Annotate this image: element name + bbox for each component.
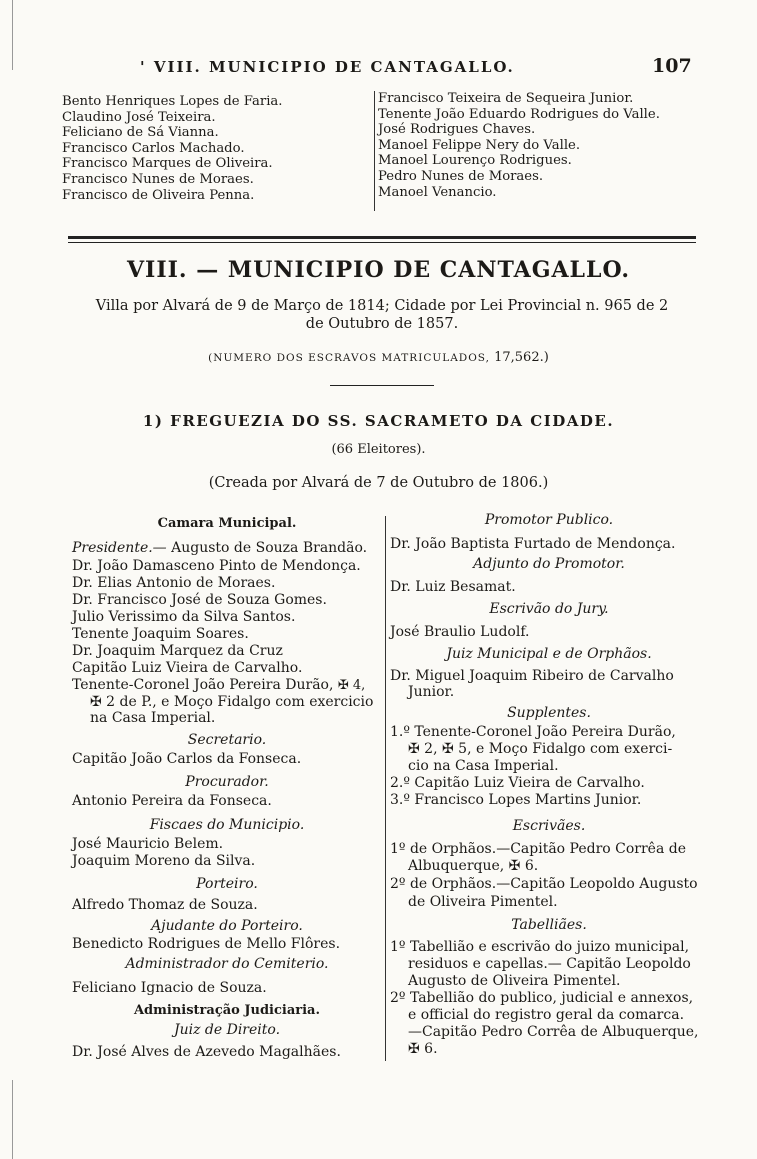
margin-line-top bbox=[12, 0, 13, 70]
continued-list-right bbox=[378, 91, 660, 200]
cemiterio-heading: Administrador do Cemiterio. bbox=[125, 956, 329, 972]
column-divider-top bbox=[374, 91, 375, 211]
list-item: Capitão Luiz Vieira de Carvalho. bbox=[72, 660, 303, 676]
list-item: Dr. Francisco José de Souza Gomes. bbox=[72, 592, 327, 608]
eleitores-count: (66 Eleitores). bbox=[331, 442, 426, 457]
durao-decoration: ✠ 4, bbox=[337, 678, 366, 693]
escravos-count bbox=[0, 350, 757, 365]
running-head: ' VIII. MUNICIPIO DE CANTAGALLO. bbox=[140, 58, 515, 76]
promotor-heading: Promotor Publico. bbox=[484, 512, 614, 528]
margin-line-bottom bbox=[12, 1080, 13, 1159]
secretario-name: Capitão João Carlos da Fonseca. bbox=[72, 751, 302, 767]
camara-heading: Camara Municipal. bbox=[157, 516, 297, 531]
list-item: Augusto de Oliveira Pimentel. bbox=[408, 973, 621, 989]
section-title: VIII. — MUNICIPIO DE CANTAGALLO. bbox=[126, 257, 631, 283]
ajudante-heading: Ajudante do Porteiro. bbox=[151, 918, 303, 934]
list-item: ✠ 2 de P., e Moço Fidalgo com exercicio bbox=[90, 694, 374, 710]
secretario-heading: Secretario. bbox=[187, 732, 267, 748]
durao-name: Tenente-Coronel João Pereira Durão, bbox=[72, 677, 334, 693]
list-item: José Mauricio Belem. bbox=[72, 836, 224, 852]
cemiterio-name: Feliciano Ignacio de Souza. bbox=[72, 980, 267, 996]
list-item: cio na Casa Imperial. bbox=[408, 758, 559, 774]
list-item: Manoel Felippe Nery do Valle. bbox=[378, 137, 581, 153]
list-item: Julio Verissimo da Silva Santos. bbox=[72, 609, 296, 625]
list-item: Bento Henriques Lopes de Faria. bbox=[62, 94, 283, 109]
ajudante-name: Benedicto Rodrigues de Mello Flôres. bbox=[72, 936, 341, 952]
presidente-name: Augusto de Souza Brandão. bbox=[171, 540, 368, 556]
list-item: Francisco Marques de Oliveira. bbox=[62, 156, 273, 172]
short-divider bbox=[330, 385, 434, 386]
adjunto-name: Dr. Luiz Besamat. bbox=[390, 579, 516, 595]
list-item: Junior. bbox=[408, 684, 455, 700]
page-number: 107 bbox=[652, 55, 692, 77]
list-item: 1º de Orphãos.—Capitão Pedro Corrêa de bbox=[390, 841, 687, 857]
presidente-line bbox=[72, 540, 367, 557]
section-rule-thin bbox=[68, 242, 696, 243]
list-item: Manoel Lourenço Rodrigues. bbox=[378, 153, 572, 169]
list-item: Tenente João Eduardo Rodrigues do Valle. bbox=[378, 106, 660, 122]
porteiro-name: Alfredo Thomaz de Souza. bbox=[72, 897, 258, 913]
list-item: Francisco Carlos Machado. bbox=[62, 140, 245, 156]
list-item: 1º Tabellião e escrivão do juizo municipal, bbox=[390, 939, 690, 955]
juiz-direito-name: Dr. José Alves de Azevedo Magalhães. bbox=[72, 1044, 341, 1060]
creation-note: (Creada por Alvará de 7 de Outubro de 1806.) bbox=[208, 475, 549, 491]
list-item: e official do registro geral da comarca. bbox=[408, 1007, 685, 1023]
adjunto-heading: Adjunto do Promotor. bbox=[473, 556, 625, 572]
supplentes-heading: Supplentes. bbox=[507, 705, 591, 721]
list-item: 2º Tabellião do publico, judicial e annexos, bbox=[390, 990, 694, 1006]
list-item: Manoel Venancio. bbox=[378, 184, 497, 200]
list-item: Dr. Elias Antonio de Moraes. bbox=[72, 575, 276, 591]
list-item: —Capitão Pedro Corrêa de Albuquerque, bbox=[408, 1024, 699, 1040]
list-item: Dr. Miguel Joaquim Ribeiro de Carvalho bbox=[390, 668, 674, 684]
list-item: 2º de Orphãos.—Capitão Leopoldo Augusto bbox=[390, 876, 698, 892]
section-subtitle-line2: de Outubro de 1857. bbox=[305, 316, 459, 332]
list-item: José Rodrigues Chaves. bbox=[378, 122, 536, 138]
porteiro-heading: Porteiro. bbox=[196, 876, 258, 892]
list-item: Claudino José Teixeira. bbox=[62, 109, 216, 125]
list-item: Francisco Teixeira de Sequeira Junior. bbox=[378, 91, 634, 106]
list-item: ✠ 2, ✠ 5, e Moço Fidalgo com exerci- bbox=[408, 741, 673, 757]
list-item: na Casa Imperial. bbox=[90, 710, 216, 726]
list-item: residuos e capellas.— Capitão Leopoldo bbox=[408, 956, 691, 972]
section-subtitle bbox=[68, 297, 696, 333]
section-rule-thick bbox=[68, 236, 696, 239]
list-item: 2.º Capitão Luiz Vieira de Carvalho. bbox=[390, 775, 645, 791]
list-item: Dr. Joaquim Marquez da Cruz bbox=[72, 643, 283, 659]
list-item: de Oliveira Pimentel. bbox=[408, 894, 558, 910]
judiciaria-heading: Administração Judiciaria. bbox=[133, 1003, 321, 1018]
promotor-name: Dr. João Baptista Furtado de Mendonça. bbox=[390, 536, 676, 552]
fiscaes-heading: Fiscaes do Municipio. bbox=[149, 817, 305, 833]
list-item: 3.º Francisco Lopes Martins Junior. bbox=[390, 792, 642, 808]
tabelliaes-heading: Tabelliães. bbox=[511, 917, 587, 933]
list-item: Joaquim Moreno da Silva. bbox=[72, 853, 256, 869]
list-item: Francisco Nunes de Moraes. bbox=[62, 171, 254, 187]
presidente-label: Presidente.— bbox=[72, 540, 167, 556]
list-item: 1.º Tenente-Coronel João Pereira Durão, bbox=[390, 724, 676, 740]
list-item: Tenente Joaquim Soares. bbox=[72, 626, 249, 642]
section-subtitle-line1: Villa por Alvará de 9 de Março de 1814; Cidade por Lei Provincial n. 965 de 2 bbox=[95, 298, 669, 314]
list-item: Albuquerque, ✠ 6. bbox=[408, 858, 539, 874]
escravos-value: 17,562.) bbox=[494, 350, 549, 365]
column-divider bbox=[385, 516, 386, 1061]
list-item: Dr. João Damasceno Pinto de Mendonça. bbox=[72, 558, 361, 574]
list-item: Feliciano de Sá Vianna. bbox=[62, 125, 219, 141]
list-item: Francisco de Oliveira Penna. bbox=[62, 187, 255, 203]
freguezia-title: 1) FREGUEZIA DO SS. SACRAMETO DA CIDADE. bbox=[142, 412, 615, 430]
procurador-name: Antonio Pereira da Fonseca. bbox=[72, 793, 272, 809]
juiz-direito-heading: Juiz de Direito. bbox=[173, 1022, 281, 1038]
continued-list-left bbox=[62, 94, 282, 203]
list-item: ✠ 6. bbox=[408, 1041, 438, 1057]
list-item: Pedro Nunes de Moraes. bbox=[378, 168, 544, 184]
escrivao-jury-name: José Braulio Ludolf. bbox=[390, 624, 530, 640]
escrivao-jury-heading: Escrivão do Jury. bbox=[489, 601, 609, 617]
juiz-municipal-heading: Juiz Municipal e de Orphãos. bbox=[446, 646, 652, 662]
escrivaes-heading: Escrivães. bbox=[512, 818, 586, 834]
list-item bbox=[72, 677, 365, 695]
escravos-label: (NUMERO DOS ESCRAVOS MATRICULADOS, bbox=[208, 352, 490, 364]
procurador-heading: Procurador. bbox=[185, 774, 269, 790]
